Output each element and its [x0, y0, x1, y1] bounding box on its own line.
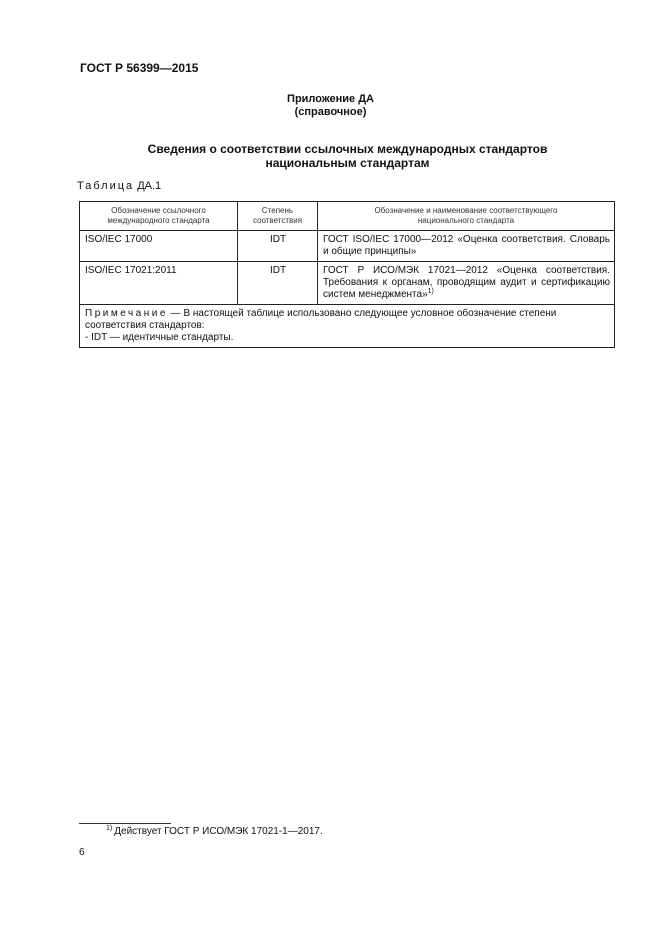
section-title-line2: национальным стандартам: [265, 156, 430, 170]
header-national-line1: Обозначение и наименование соответствующего: [374, 206, 558, 215]
header-code: [80, 202, 238, 231]
row-code: ISO/IEC 17021:2011: [80, 262, 238, 305]
note-text: — В настоящей таблице использовано следующее условное обозначение степени соответствия стандартов:: [85, 308, 557, 331]
header-code-line1: Обозначение ссылочного: [111, 206, 206, 215]
table-caption-label: Таблица: [77, 180, 135, 192]
table-note-row: [80, 305, 615, 348]
note-item: - IDT — идентичные стандарты.: [85, 332, 234, 343]
document-designation: ГОСТ Р 56399—2015: [80, 61, 199, 75]
row-national-text: ГОСТ Р ИСО/МЭК 17021—2012 «Оценка соответствия. Требования к органам, проводящим аудит и сертификацию систем менеджмента»: [323, 265, 610, 300]
row-degree: IDT: [238, 262, 318, 305]
footnote-reference: 1): [427, 288, 434, 295]
header-national-line2: национального стандарта: [417, 216, 515, 225]
row-degree: IDT: [238, 231, 318, 262]
section-title: [100, 142, 595, 170]
page-number: 6: [79, 847, 85, 858]
table-caption-number: ДА.1: [137, 180, 162, 192]
table-note: [80, 305, 615, 348]
footnote-divider: [79, 823, 171, 824]
table-row: [80, 262, 615, 305]
standards-correspondence-table: [79, 201, 615, 348]
row-national-text: ГОСТ ISO/IEC 17000—2012 «Оценка соответствия. Словарь и общие принципы»: [323, 234, 610, 257]
header-degree-line2: соответствия: [252, 216, 303, 225]
annex-title: Приложение ДА: [287, 93, 374, 105]
row-code: ISO/IEC 17000: [80, 231, 238, 262]
header-degree-line1: Степень: [261, 206, 294, 215]
header-code-line2: международного стандарта: [107, 216, 210, 225]
annex-subtitle: (справочное): [294, 106, 367, 118]
table-row: [80, 231, 615, 262]
note-label: Примечание: [85, 308, 168, 319]
footnote-mark: 1): [106, 825, 113, 832]
footnote: [106, 826, 323, 837]
footnote-text: Действует ГОСТ Р ИСО/МЭК 17021-1—2017.: [114, 826, 323, 837]
table-header-row: [80, 202, 615, 231]
header-degree: [238, 202, 318, 231]
row-national: [318, 231, 615, 262]
header-national: [318, 202, 615, 231]
section-title-line1: Сведения о соответствии ссылочных международных стандартов: [147, 142, 548, 156]
row-national: [318, 262, 615, 305]
table-caption: [77, 180, 161, 192]
